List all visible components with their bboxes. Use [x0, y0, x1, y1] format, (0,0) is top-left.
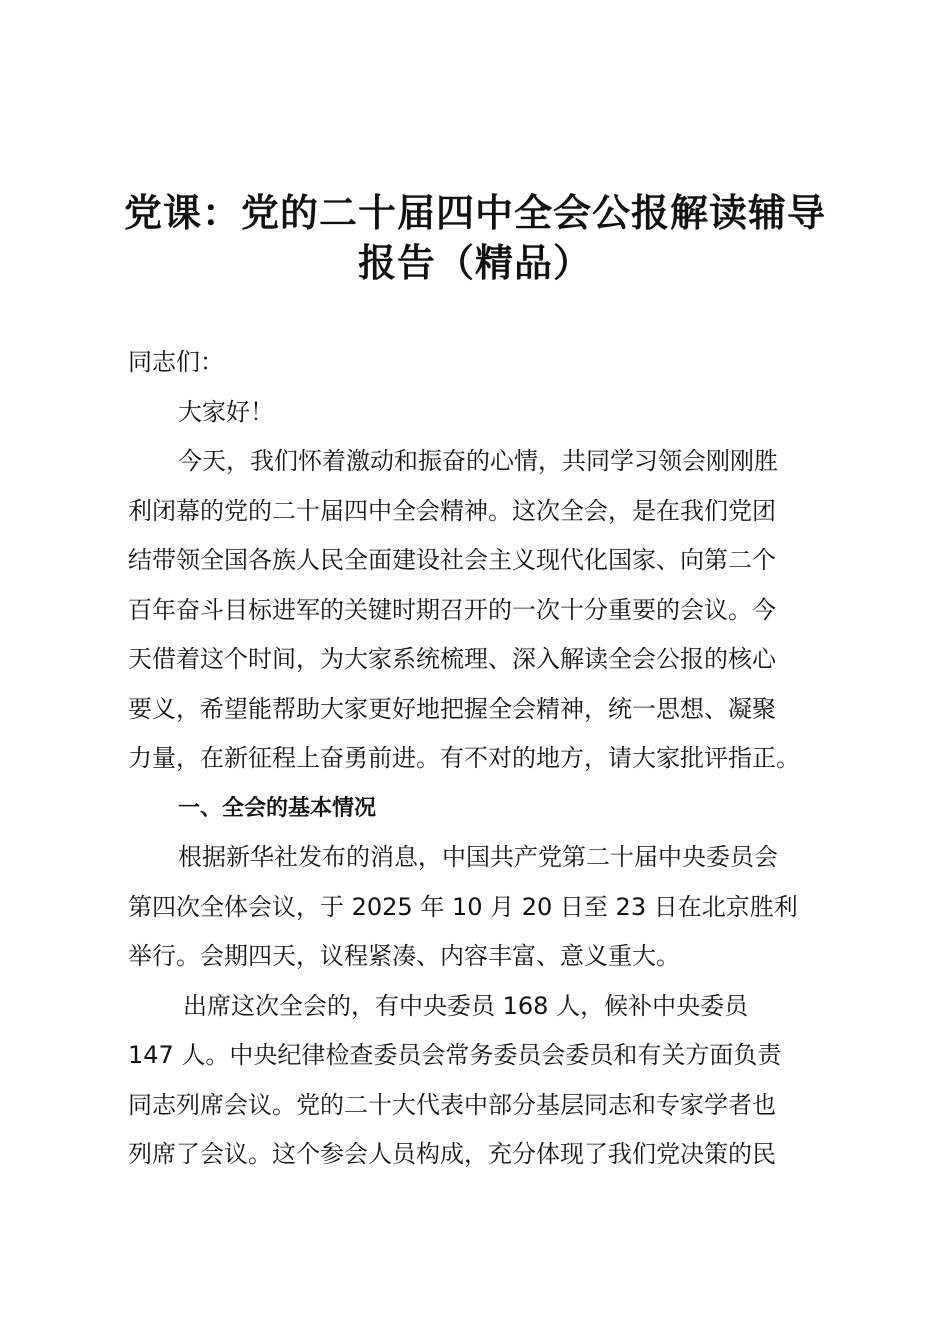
paragraph-line: 根据新华社发布的消息，中国共产党第二十届中央委员会 [178, 843, 778, 871]
paragraph-intro [128, 437, 828, 784]
paragraph-line: 出席这次全会的，有中央委员 168 人，候补中央委员 [183, 991, 749, 1020]
paragraph-line: 结带领全国各族人民全面建设社会主义现代化国家、向第二个 [128, 546, 776, 574]
paragraph-line: 天借着这个时间，为大家系统梳理、深入解读全会公报的核心 [128, 645, 776, 673]
paragraph-attendance [128, 982, 828, 1180]
paragraph-line: 力量，在新征程上奋勇前进。有不对的地方，请大家批评指正。 [128, 744, 800, 772]
title-line-2: 报告（精品） [357, 241, 592, 285]
section-heading: 一、全会的基本情况 [178, 795, 377, 821]
paragraph-line: 列席了会议。这个参会人员构成，充分体现了我们党决策的民 [128, 1140, 776, 1168]
document-title [110, 188, 840, 288]
paragraph-line: 举行。会期四天，议程紧凑、内容丰富、意义重大。 [128, 942, 680, 970]
paragraph-basic-info [128, 833, 828, 982]
paragraph-line: 今天，我们怀着激动和振奋的心情，共同学习领会刚刚胜 [178, 447, 778, 475]
greeting: 大家好！ [178, 397, 274, 426]
paragraph-line: 第四次全体会议，于 2025 年 10 月 20 日至 23 日在北京胜利 [128, 892, 798, 921]
title-line-1: 党课：党的二十届四中全会公报解读辅导 [123, 191, 826, 235]
paragraph-line: 百年奋斗目标进军的关键时期召开的一次十分重要的会议。今 [128, 595, 776, 624]
document-body [128, 338, 828, 1180]
paragraph-line: 要义，希望能帮助大家更好地把握全会精神，统一思想、凝聚 [128, 694, 776, 723]
paragraph-line: 利闭幕的党的二十届四中全会精神。这次全会，是在我们党团 [128, 496, 776, 525]
paragraph-line: 同志列席会议。党的二十大代表中部分基层同志和专家学者也 [128, 1090, 776, 1119]
paragraph-line: 147 人。中央纪律检查委员会常务委员会委员和有关方面负责 [128, 1041, 782, 1069]
salutation: 同志们： [128, 348, 224, 376]
